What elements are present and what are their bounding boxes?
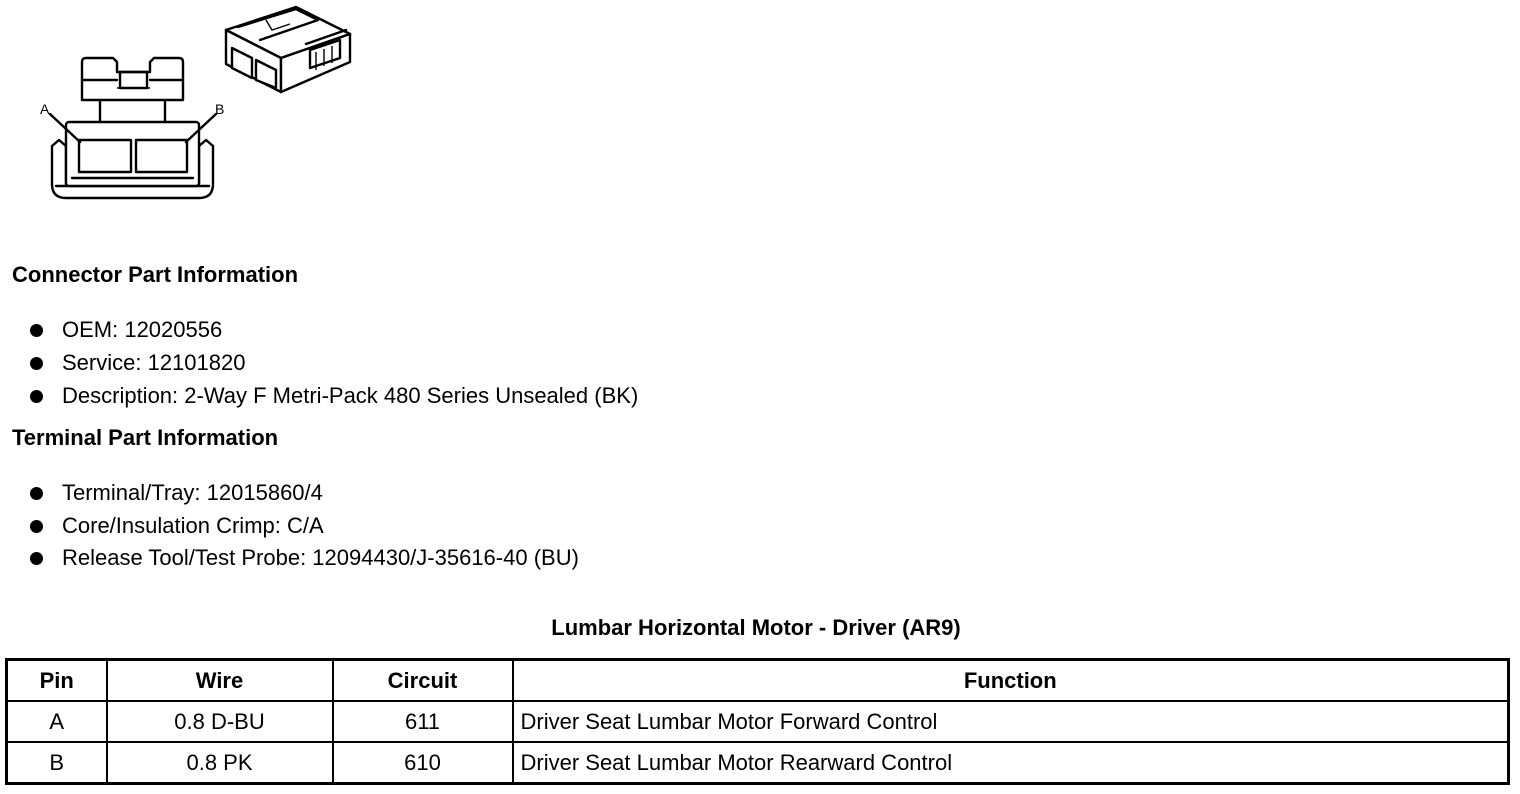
cell-circuit: 610	[333, 742, 513, 784]
list-item	[0, 479, 900, 507]
pinout-table	[5, 658, 1510, 785]
terminal-tray: Terminal/Tray: 12015860/4	[62, 480, 323, 505]
cell-function: Driver Seat Lumbar Motor Forward Control	[513, 701, 1509, 742]
terminal-release-tool: Release Tool/Test Probe: 12094430/J-35616-40 (BU)	[62, 545, 579, 570]
terminal-crimp: Core/Insulation Crimp: C/A	[62, 513, 324, 538]
cavity-a	[79, 140, 131, 172]
table-row	[7, 742, 1509, 784]
pin-label-a: A	[40, 101, 50, 117]
pin-label-b: B	[215, 101, 225, 117]
terminal-info-heading: Terminal Part Information	[12, 425, 279, 450]
header-function: Function	[513, 660, 1509, 702]
cell-pin: A	[7, 701, 107, 742]
cell-wire: 0.8 PK	[107, 742, 333, 784]
bullet-icon	[30, 357, 43, 370]
connector-info-heading: Connector Part Information	[12, 262, 299, 287]
cell-wire: 0.8 D-BU	[107, 701, 333, 742]
list-item	[0, 349, 900, 377]
bullet-icon	[30, 390, 43, 403]
header-pin: Pin	[7, 660, 107, 702]
connector-illustration	[0, 0, 370, 215]
list-item	[0, 382, 900, 410]
cell-function: Driver Seat Lumbar Motor Rearward Control	[513, 742, 1509, 784]
list-item	[0, 316, 900, 344]
connector-oem: OEM: 12020556	[62, 317, 223, 342]
list-item	[0, 544, 900, 572]
connector-service: Service: 12101820	[62, 350, 246, 375]
pinout-table-title: Lumbar Horizontal Motor - Driver (AR9)	[551, 615, 961, 640]
bullet-icon	[30, 324, 43, 337]
bullet-icon	[30, 487, 43, 500]
connector-description: Description: 2-Way F Metri-Pack 480 Series Unsealed (BK)	[62, 383, 639, 408]
connector-isometric-view	[226, 7, 350, 92]
cavity-b	[136, 140, 187, 172]
bullet-icon	[30, 552, 43, 565]
table-row	[7, 701, 1509, 742]
table-header-row	[7, 660, 1509, 702]
header-circuit: Circuit	[333, 660, 513, 702]
cell-circuit: 611	[333, 701, 513, 742]
list-item	[0, 512, 900, 540]
bullet-icon	[30, 520, 43, 533]
connector-front-view	[40, 58, 224, 198]
cell-pin: B	[7, 742, 107, 784]
header-wire: Wire	[107, 660, 333, 702]
